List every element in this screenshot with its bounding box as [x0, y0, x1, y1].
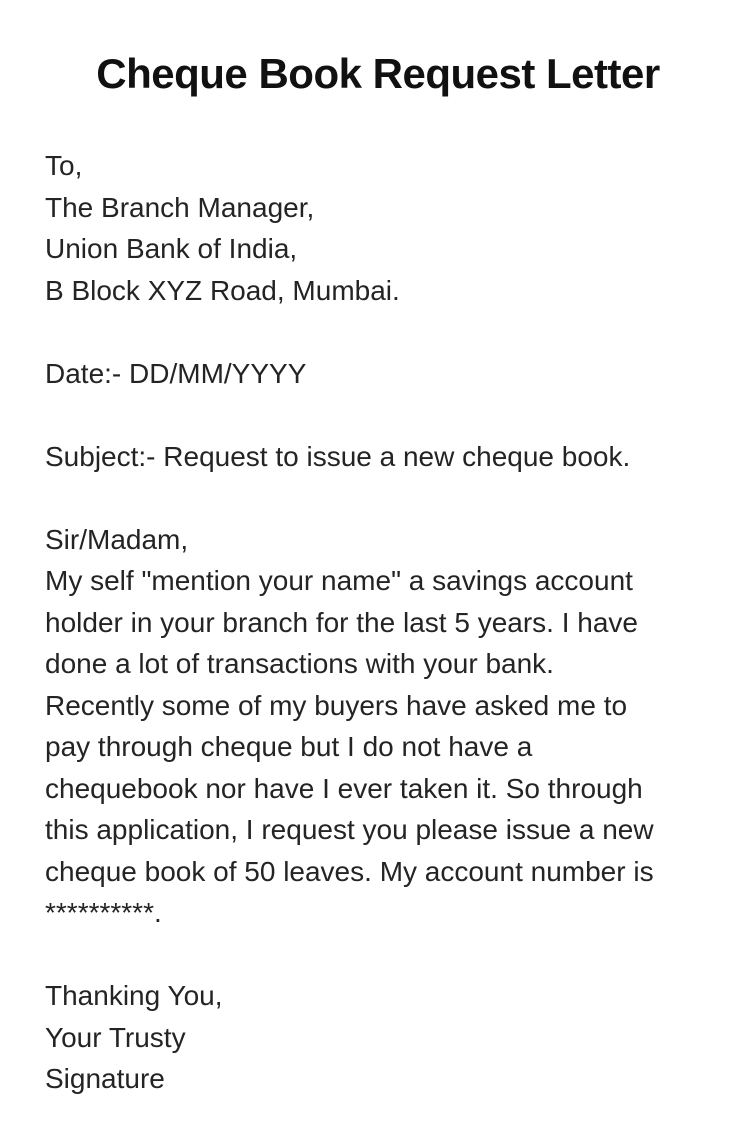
body-line: chequebook nor have I ever taken it. So through: [45, 772, 643, 804]
body-line: Recently some of my buyers have asked me to: [45, 689, 628, 721]
body-line: this application, I request you please issue a new: [45, 814, 654, 845]
recipient-address-block: [45, 145, 716, 311]
letter-content: [0, 145, 756, 1100]
recipient-line: The Branch Manager,: [45, 191, 315, 223]
date-line: Date:- DD/MM/YYYY: [45, 357, 307, 389]
closing-block: [45, 975, 716, 1100]
body-line: My self "mention your name" a savings account: [45, 565, 633, 596]
recipient-line: B Block XYZ Road, Mumbai.: [45, 274, 400, 306]
body-line: holder in your branch for the last 5 years. I have: [45, 606, 638, 638]
subject-block: [45, 436, 716, 478]
body-block: [45, 519, 716, 934]
signature-line: Signature: [45, 1063, 165, 1094]
date-block: [45, 353, 716, 395]
body-line: done a lot of transactions with your bank.: [45, 648, 554, 679]
recipient-line: Union Bank of India,: [45, 233, 298, 264]
closing-line: Thanking You,: [45, 980, 223, 1011]
salutation-line: Sir/Madam,: [45, 523, 189, 555]
subject-line: Subject:- Request to issue a new cheque book.: [45, 440, 631, 472]
body-line: pay through cheque but I do not have a: [45, 731, 533, 762]
account-number-line: **********.: [45, 897, 162, 928]
page-title: Cheque Book Request Letter: [96, 50, 660, 97]
body-line: cheque book of 50 leaves. My account number is: [45, 855, 654, 887]
closing-line: Your Trusty: [45, 1021, 186, 1053]
recipient-line: To,: [45, 150, 83, 181]
